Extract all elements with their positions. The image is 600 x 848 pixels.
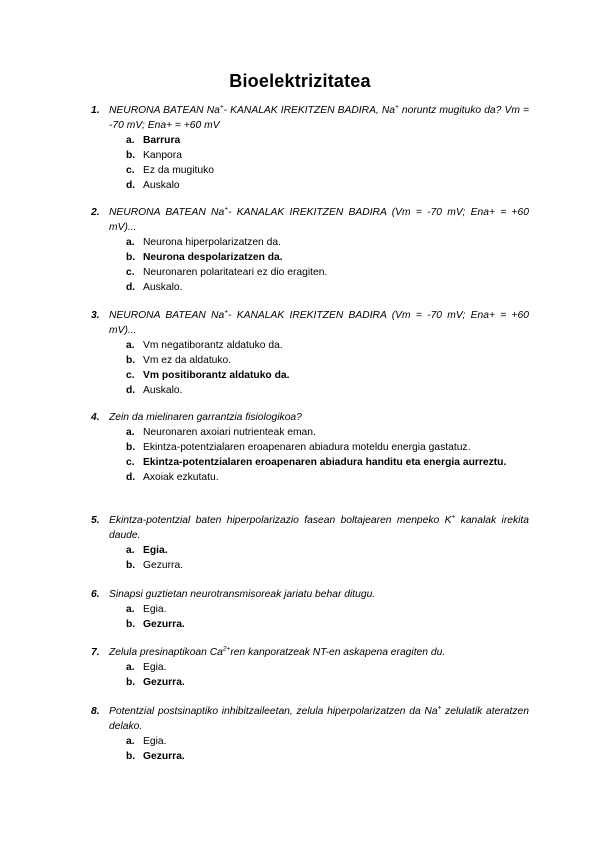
question-number: 6. <box>91 589 100 600</box>
question-text: NEURONA BATEAN Na+- KANALAK IREKITZEN BADIRA (Vm = -70 mV; Ena+ = +60 mV)... <box>109 308 529 336</box>
answer-option: a. Egia. <box>126 604 167 615</box>
answer-option: b. Gezurra. <box>91 749 529 764</box>
question <box>91 587 529 632</box>
answer-option: a. Barrura <box>91 133 529 148</box>
answer-option: b. Vm ez da aldatuko. <box>126 355 232 366</box>
question <box>91 410 529 485</box>
question-number: 1. <box>91 105 100 116</box>
question <box>91 513 529 573</box>
question-number: 4. <box>91 412 100 423</box>
answer-option: a. Neuronaren axoiari nutrienteak eman. <box>126 427 316 438</box>
question <box>91 645 529 690</box>
correct-answer: Gezurra. <box>143 619 185 630</box>
answer-option: c. Ez da mugituko <box>126 165 214 176</box>
question <box>91 103 529 193</box>
answer-option: c. Neuronaren polaritateari ez dio eragiten. <box>126 267 328 278</box>
answer-list <box>91 425 529 485</box>
question <box>91 205 529 295</box>
answer-list <box>91 338 529 398</box>
question-text: Sinapsi guztietan neurotransmisoreak jariatu behar ditugu. <box>109 589 376 600</box>
question-text: NEURONA BATEAN Na+- KANALAK IREKITZEN BADIRA, Na+ noruntz mugituko da? Vm = -70 mV; Ena+ = +60 mV <box>109 103 529 131</box>
answer-option: b. Ekintza-potentzialaren eroapenaren abiadura moteldu energia gastatuz. <box>126 442 471 453</box>
answer-option: a. Neurona hiperpolarizatzen da. <box>126 237 281 248</box>
correct-answer: Vm positiborantz aldatuko da. <box>143 370 290 381</box>
question-number: 2. <box>91 207 100 218</box>
answer-list <box>91 660 529 690</box>
correct-answer: Gezurra. <box>143 677 185 688</box>
correct-answer: Egia. <box>143 545 168 556</box>
answer-list <box>91 734 529 764</box>
question-text: Ekintza-potentzial baten hiperpolarizazio fasean boltajearen menpeko K+ kanalak irekita daude. <box>109 513 529 541</box>
answer-list <box>91 133 529 193</box>
question-number: 7. <box>91 647 100 658</box>
correct-answer: Barrura <box>143 135 181 146</box>
answer-option: c. Ekintza-potentzialaren eroapenaren abiadura handitu eta energia aurreztu. <box>91 455 529 470</box>
answer-option: b. Gezurra. <box>91 617 529 632</box>
answer-option: d. Auskalo. <box>126 385 183 396</box>
answer-option: d. Auskalo <box>126 180 180 191</box>
answer-option: b. Gezurra. <box>126 560 184 571</box>
question-text: Zelula presinaptikoan $Ca^{2+}ren$ kanporatzeak NT-en askapena eragiten du. <box>109 645 446 658</box>
correct-answer: Gezurra. <box>143 751 185 762</box>
question-text: Potentzial postsinaptiko inhibitzaileetan, zelula hiperpolarizatzen da Na+ zelulatik ateratzen delako. <box>109 704 529 732</box>
correct-answer: Ekintza-potentzialaren eroapenaren abiadura handitu eta energia aurreztu. <box>143 457 507 468</box>
answer-option: b. Neurona despolarizatzen da. <box>91 250 529 265</box>
answer-option: a. Egia. <box>91 543 529 558</box>
question-text: NEURONA BATEAN Na+- KANALAK IREKITZEN BADIRA (Vm = -70 mV; Ena+ = +60 mV)... <box>109 205 529 233</box>
answer-option: b. Kanpora <box>126 150 182 161</box>
question-text: Zein da mielinaren garrantzia fisiologikoa? <box>109 412 302 423</box>
answer-option: a. Vm negatiborantz aldatuko da. <box>126 340 283 351</box>
answer-option: c. Vm positiborantz aldatuko da. <box>91 368 529 383</box>
answer-list <box>91 235 529 295</box>
answer-option: b. Gezurra. <box>91 675 529 690</box>
answer-option: a. Egia. <box>126 736 167 747</box>
page-title: Bioelektrizitatea <box>229 71 371 91</box>
answer-option: d. Axoiak ezkutatu. <box>126 472 219 483</box>
answer-list <box>91 602 529 632</box>
question-number: 8. <box>91 706 100 717</box>
answer-option: a. Egia. <box>126 662 167 673</box>
question-number: 3. <box>91 310 100 321</box>
question <box>91 704 529 764</box>
answer-option: d. Auskalo. <box>126 282 183 293</box>
correct-answer: Neurona despolarizatzen da. <box>143 252 283 263</box>
question-number: 5. <box>91 515 100 526</box>
question <box>91 308 529 398</box>
answer-list <box>91 543 529 573</box>
